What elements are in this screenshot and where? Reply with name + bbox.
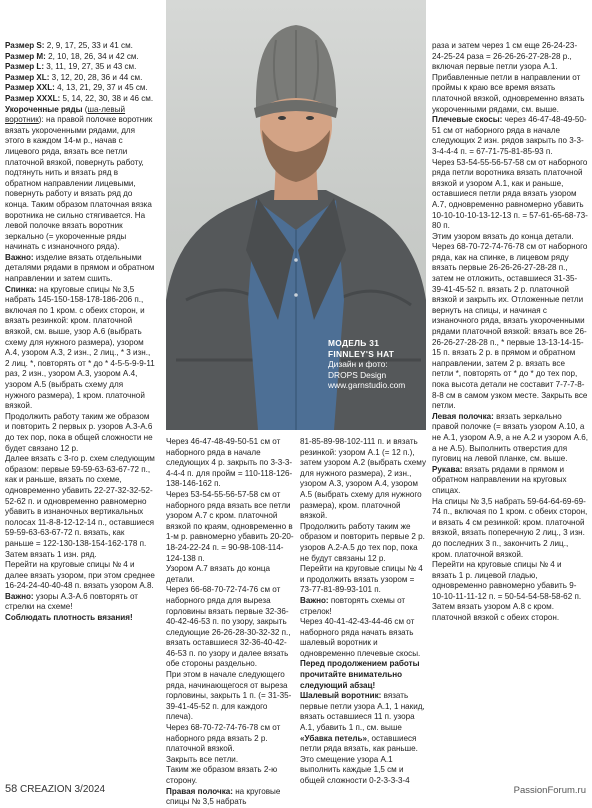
text-run: Далее вязать с 3-го р. схем следующим образом: первые 59-59-63-63-67-72 п., как и раньше, вязать по схеме, одновременно убавить 22-27-32-32-52-52-62 п. и одновременно равномерно убавить в изнаночных вертикальных полосах 11-8-8-12-12-14 п., оставшиеся 59-59-63-63-67-72 п. вязать, как раньше = 122-130-138-154-162-178 п.: [5, 454, 155, 548]
paragraph: [300, 564, 426, 596]
designer-name: DROPS Design: [328, 369, 387, 380]
magazine-issue: CREAZION 3/2024: [20, 784, 106, 795]
text-run: Через 66-68-70-72-74-76 см от наборного ряда для выреза горловины вязать первые 32-36-40-42-46-53 п. по узору, закрыть следующие 26-26-28-30-32-32 п., вязать оставшиеся 32-36-40-42-46-53 п. по узору и далее вязать обе стороны раздельно.: [166, 585, 291, 669]
paragraph: [432, 115, 588, 157]
page-number: 58: [5, 783, 18, 795]
design-label: Дизайн и фото:: [328, 359, 388, 369]
text-column-2: [166, 437, 294, 808]
paragraph: [5, 412, 155, 454]
paragraph: [5, 253, 155, 285]
text-run: вязать рядами в прямом и обратном направлении на круговых спицах.: [432, 464, 567, 495]
text-run: Этим узором вязать до конца детали.: [432, 231, 574, 241]
paragraph: [5, 73, 155, 84]
paragraph: [5, 560, 155, 592]
text-run: Перейти на круговые спицы № 4 и вязать 1 р. лицевой гладью, одновременно равномерно убавить 9-10-10-11-11-12 п. = 50-54-54-58-58-62 п. Затем вязать узором А.8 с кром. платочной вязкой с обеих сторон.: [432, 560, 582, 623]
paragraph: [5, 41, 155, 52]
model-photo: [166, 0, 426, 430]
paragraph: [166, 787, 294, 808]
text-run: Размер S:: [5, 41, 45, 50]
paragraph: [166, 723, 294, 755]
website: www.garnstudio.com: [328, 380, 406, 390]
text-run: узоры А.3-А.6 повторять от стрелки на схеме!: [5, 591, 138, 612]
text-run: раза и затем через 1 см еще 26-24-23-24-25-24 раза = 26-26-26-27-28-28 р., включая первые петли узора А.1. Прибавленные петли в направлении от проймы к краю все время вязать платочной вязкой, одновременно вязать укороченными рядами, см. выше.: [432, 41, 585, 114]
text-run: Размер L:: [5, 62, 45, 72]
text-run: Через 46-47-48-49-50-51 см от наборного ряда в начале следующих 4 р. закрыть по 3-3-3-4-4-4 п. для пройм = 110-118-126-138-146-162 п.: [166, 437, 293, 489]
text-run: Перед продолжением работы прочитайте внимательно следующий абзац!: [300, 659, 420, 690]
photo-caption: [328, 338, 405, 391]
text-run: Спинка:: [5, 284, 37, 294]
text-run: Левая полочка:: [432, 411, 494, 421]
paragraph: [5, 550, 155, 561]
text-run: на круговые спицы № 3,5 набрать: [166, 786, 281, 807]
paragraph: [432, 242, 588, 412]
text-run: Через 68-70-72-74-76-78 см от наборного ряда вязать 2 р. платочной вязкой.: [166, 723, 281, 754]
text-run: Закрыть все петли.: [166, 754, 239, 764]
text-run: вязать первые петли узора А.1, 1 накид, вязать оставшиеся 11 п. узора А.1, убавить 1 п., см. выше: [300, 691, 425, 733]
text-run: При этом в начале следующего ряда, начинающегося от выреза горловины, закрыть 1 п. (= 31-35-39-41-45-52 п. для каждого плеча).: [166, 670, 292, 722]
text-run: ): на правой полочке воротник вязать укороченными рядами, для этого в каждом 14-м р., начав с лицевого ряда, вязать все петли платочной вязкой, повернуть работу, подтянуть нить и вязать ряд в обратном направлении лицевыми, повернуть работу и вязать ряд до конца. Таким образом платочная вязка воротника не сильно стягивается. На левой полочке вязать воротник зеркально (= укороченные ряды начинать с изнаночного ряда).: [5, 115, 153, 252]
text-run: 2, 10, 18, 26, 34 и 42 см.: [45, 51, 139, 61]
paragraph: [166, 564, 294, 585]
model-number: МОДЕЛЬ 31: [328, 338, 380, 348]
paragraph: [5, 454, 155, 549]
text-run: Продолжить работу таким же образом и повторить 2 первых р. узоров А.3-А.6 до тех пор, пока в общей сложности не будет связано 12 р.: [5, 411, 153, 453]
text-run: Плечевые скосы:: [432, 115, 503, 125]
text-run: Размер XXL:: [5, 83, 55, 93]
paragraph: [432, 497, 588, 561]
text-run: Правая полочка:: [166, 786, 233, 796]
paragraph: [166, 755, 294, 766]
paragraph: [5, 613, 155, 624]
paragraph: [166, 670, 294, 723]
paragraph: [432, 41, 588, 115]
paragraph: [432, 232, 588, 243]
text-run: Через 68-70-72-74-76-78 см от наборного ряда, как на спинке, в лицевом ряду вязать первые 26-26-26-27-28-28 п., затем не отложить, оставшиеся 31-35-39-41-45-52 п. вязать 2 р. платочной вязкой и закрыть их. Отложенные петли вернуть на спицы, и начиная с изнаночного ряда, вязать укороченными рядами платочной вязкой: вязать все 26-26-26-27-28-28 п., * первые 13-13-14-15-15 п. вязать 2 р. в прямом и обратном направлении, затем 2 р. вязать все петли *, повторять от * до * до тех пор, пока высота детали не составит 7-7-7-8-8-8 см в самом узком месте. Закрыть все петли.: [432, 242, 588, 411]
paragraph: [5, 105, 155, 253]
paragraph: [300, 617, 426, 659]
paragraph: [432, 560, 588, 624]
text-run: Перейти на круговые спицы № 4 и далее вязать узором, при этом среднее 16-24-24-40-40-48 п. вязать узором А.8.: [5, 560, 155, 591]
paragraph: [5, 592, 155, 613]
text-run: Узором А.7 вязать до конца детали.: [166, 564, 271, 584]
text-run: через 46-47-48-49-50-51 см от наборного ряда в начале следующих 2 изн. рядов закрыть по 3-3-3-4-4-4 п. = 67-71-75-81-85-93 п.: [432, 115, 587, 156]
text-run: На спицы № 3,5 набрать 59-64-64-69-69-74 п., включая по 1 кром. с обеих сторон, и вязать 4 см резинкой: кром. платочной вязкой, вязать поперечную 2 лиц., 3 изн. до последних 3 п., закончить 2 лиц., кром. платочной вязкой.: [432, 496, 588, 559]
text-run: (: [82, 104, 88, 114]
text-run: на круговые спицы № 3,5 набрать 145-150-158-178-186-206 п., включая по 1 кром. с обеих сторон, и вязать резинкой: кром. платочной вязкой, см. выше, узор А.6 (выбрать схему для нужного размера), узором А.4, узором А.3, 2 изн., 2 лиц., * 3 изн., 2 лиц. *, повторять от * до * 4-5-5-9-9-11 раз, 2 изн., узором А.3, узором А.4, узором А.5 (выбрать схему для нужного размера), 1 кром. платочной вязкой.: [5, 284, 155, 411]
text-run: «Убавка петель»: [300, 733, 367, 743]
text-column-4: [432, 41, 588, 624]
text-run: Важно:: [5, 252, 34, 262]
text-column-1: [5, 41, 155, 624]
paragraph: [166, 437, 294, 490]
model-name: FINNLEY'S HAT: [328, 348, 395, 359]
text-run: Продолжить работу таким же образом и повторить первые 2 р. узоров А.2-А.5 до тех пор, пока не будут связаны 12 р.: [300, 521, 425, 563]
text-run: изделие вязать отдельными деталями рядами в прямом и обратном направлении и затем сшить.: [5, 252, 155, 284]
paragraph: [166, 585, 294, 670]
text-run: , оставшиеся петли ряда вязать, как раньше.: [300, 733, 418, 754]
text-run: Размер M:: [5, 51, 46, 61]
text-run: Через 53-54-55-56-57-58 см от наборного ряда петли воротника вязать платочной вязкой и узором А.1, как и раньше, оставшиеся петли ряда вязать узором А.7, одновременно равномерно убавить 10-10-10-10-13-12-13 п. = 57-61-65-68-73-80 п.: [432, 157, 588, 231]
text-run: Важно:: [300, 595, 329, 605]
text-run: 5, 14, 22, 30, 38 и 46 см.: [60, 93, 154, 103]
paragraph: [5, 62, 155, 73]
paragraph: [5, 83, 155, 94]
text-run: Рукава:: [432, 464, 463, 474]
text-run: 2, 9, 17, 25, 33 и 41 см.: [44, 41, 133, 50]
paragraph: [300, 522, 426, 564]
text-run: Размер XXXL:: [5, 93, 61, 103]
paragraph: [300, 691, 426, 755]
paragraph: [300, 437, 426, 522]
text-run: 4, 13, 21, 29, 37 и 45 см.: [54, 83, 148, 93]
text-run: вязать зеркально правой полочке (= вязать узором А.10, а не А.1, узором А.9, а не А.2 и узором А.6, а не А.5). Выполнить отверстия для пуговиц на левой планке, см. выше.: [432, 411, 589, 464]
paragraph: [432, 412, 588, 465]
paragraph: [300, 755, 426, 787]
text-run: повторять схемы от стрелок!: [300, 595, 406, 616]
paragraph: [432, 158, 588, 232]
paragraph: [166, 765, 294, 786]
paragraph: [300, 659, 426, 691]
text-run: Таким же образом вязать 2-ю сторону.: [166, 765, 278, 785]
text-run: Затем вязать 1 изн. ряд.: [5, 549, 97, 559]
paragraph: [432, 465, 588, 497]
text-run: Шалевый воротник:: [300, 691, 382, 701]
text-run: Размер XL:: [5, 72, 50, 82]
text-run: 81-85-89-98-102-111 п. и вязать резинкой: узором А.1 (= 12 п.), затем узором А.2 (выбрать схему для нужного размера), 2 изн., узором А.3, узором А.4, узором А.5 (выбрать схему для нужного размера), кром. платочной вязкой.: [300, 437, 426, 521]
text-run: Через 40-41-42-43-44-46 см от наборного ряда начать вязать шалевый воротник и одновременно плечевые скосы.: [300, 617, 421, 658]
text-run: ша-левый воротник: [5, 104, 126, 125]
watermark: PassionForum.ru: [513, 785, 586, 796]
paragraph: [5, 52, 155, 63]
text-run: Через 53-54-55-56-57-58 см от наборного ряда вязать все петли узором А.7 с кром. платочной вязкой по краям, одновременно в 1-м р. равномерно убавить 20-20-18-24-22-24 п. = 90-98-108-114-124-138 п.: [166, 489, 294, 563]
text-run: Это смещение узора А.1 выполнить каждые 1,5 см и общей сложности 0-2-3-3-3-4: [300, 754, 410, 785]
text-column-3: [300, 437, 426, 787]
text-run: Соблюдать плотность вязания!: [5, 613, 133, 623]
page-footer: [5, 783, 105, 795]
text-run: Перейти на круговые спицы № 4 и продолжить вязать узором = 73-77-81-89-93-101 п.: [300, 564, 423, 595]
paragraph: [166, 490, 294, 564]
paragraph: [5, 94, 155, 105]
paragraph: [5, 285, 155, 412]
paragraph: [300, 596, 426, 617]
text-run: 3, 11, 19, 27, 35 и 43 см.: [44, 62, 137, 72]
text-run: 3, 12, 20, 28, 36 и 44 см.: [49, 72, 143, 82]
text-run: Важно:: [5, 591, 34, 601]
text-run: Укороченные ряды: [5, 104, 83, 114]
